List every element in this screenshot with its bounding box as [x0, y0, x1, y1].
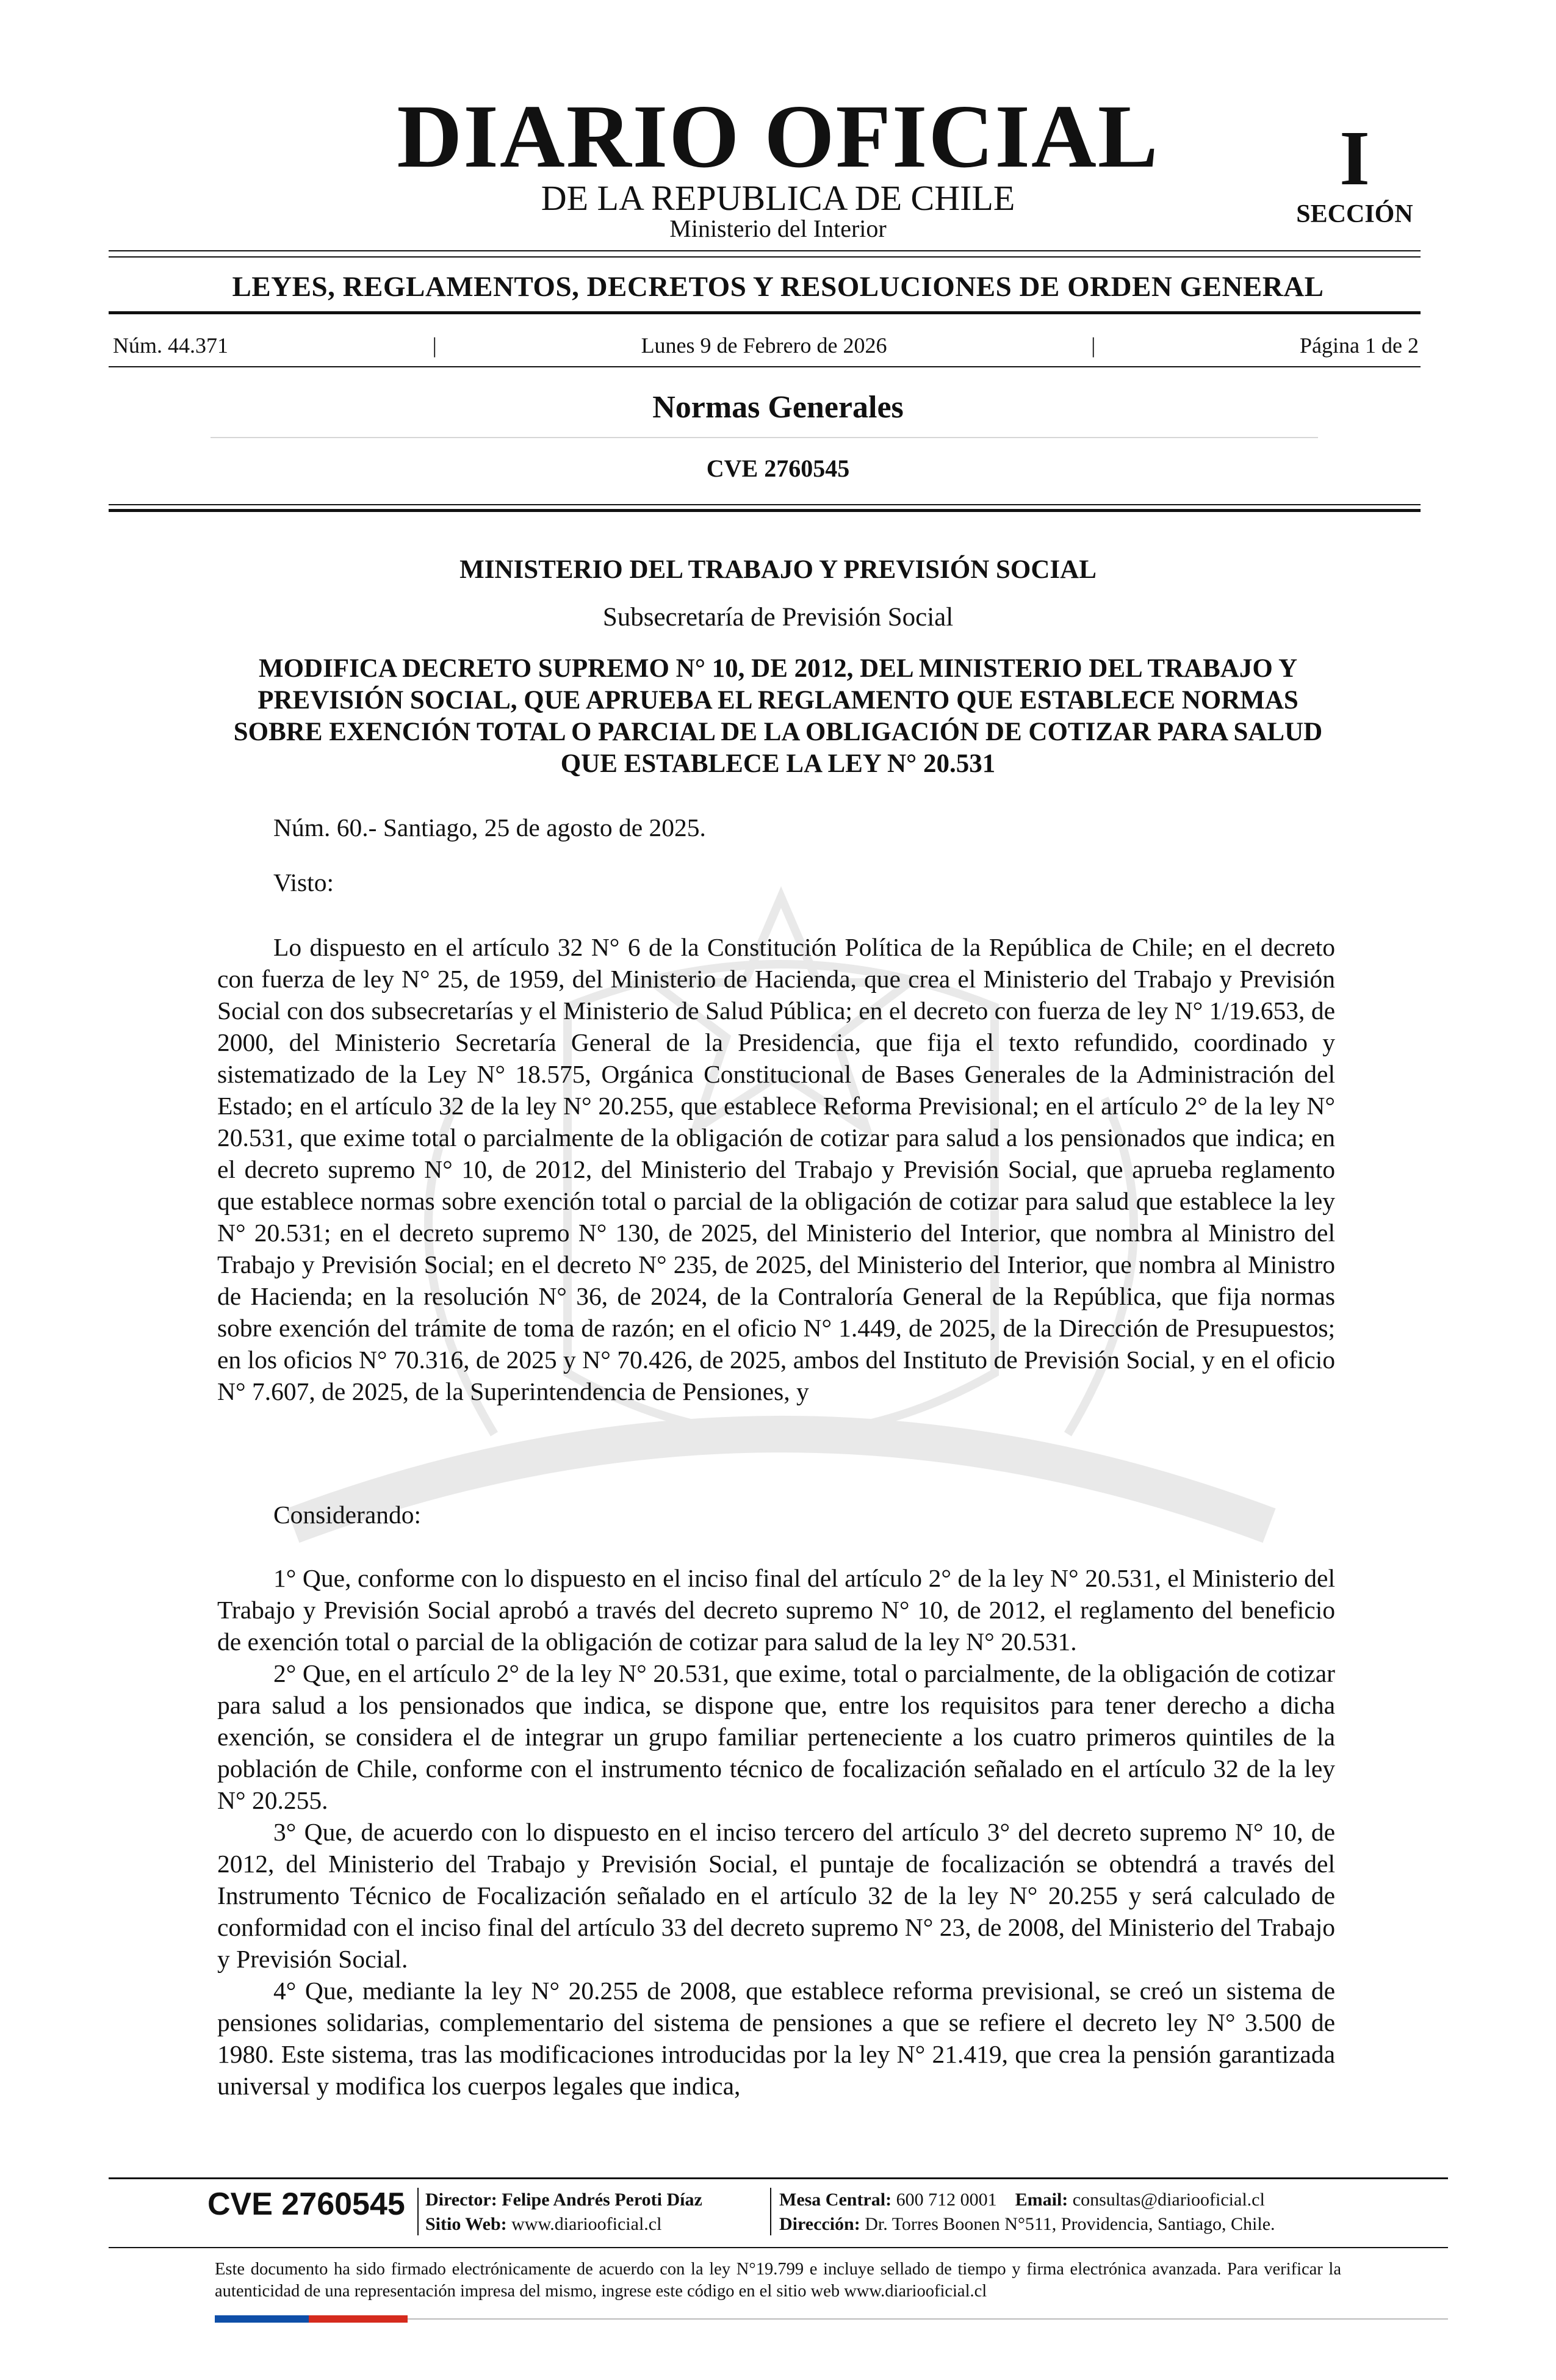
director-label: Director:: [425, 2190, 497, 2210]
footer-contact-block: [779, 2188, 1275, 2237]
section-label: SECCIÓN: [1296, 200, 1413, 228]
signature-notice: Este documento ha sido firmado electrónicamente de acuerdo con la ley N°19.799 e incluye sellado de tiempo y firma electrónica avanzada. Para verificar la autenticidad de una representación impresa del mismo, ingrese este código en el sitio web www.diariooficial.cl: [215, 2260, 1341, 2301]
considerando-list: [217, 1562, 1335, 2102]
address-text: Dr. Torres Boonen N°511, Providencia, Santiago, Chile.: [865, 2214, 1275, 2234]
mesa-phone: 600 712 0001: [896, 2190, 997, 2210]
meta-separator: |: [432, 333, 437, 358]
section-numeral: I: [1339, 115, 1370, 201]
cve-code-heading: CVE 2760545: [706, 455, 850, 482]
issue-date: Lunes 9 de Febrero de 2026: [641, 333, 887, 358]
considerando-heading: [217, 1499, 1335, 1531]
issuing-ministry: MINISTERIO DEL TRABAJO Y PREVISIÓN SOCIAL: [459, 555, 1097, 584]
section-heading: Normas Generales: [652, 390, 904, 425]
page-indicator: Página 1 de 2: [1300, 333, 1419, 358]
meta-separator: |: [1091, 333, 1096, 358]
banner-rule: [109, 311, 1421, 314]
considerando-item: 2° Que, en el artículo 2° de la ley N° 20.531, que exime, total o parcialmente, de la obligación de cotizar para salud a los pensionados que indica, se dispone que, entre los requisitos para tener derecho a dicha exención, se considera el de integrar un grupo familiar perteneciente a los cuatro primeros quintiles de la población de Chile, conforme con el instrumento técnico de focalización señalado en el artículo 32 de la ley N° 20.255.: [217, 1659, 1335, 1814]
footer-rule-top: [109, 2177, 1448, 2179]
masthead-rule-second: [109, 256, 1421, 258]
visto-paragraph: [217, 931, 1335, 1407]
considerando-item: 4° Que, mediante la ley N° 20.255 de 2008, que establece reforma previsional, se creó un sistema de pensiones solidarias, complementario del sistema de pensiones a que se refiere el decreto ley N° 3.500 de 1980. Este sistema, tras las modificaciones introducidas por la ley N° 21.419, que crea la pensión garantizada universal y modifica los cuerpos legales que indica,: [217, 1977, 1335, 2100]
heading-hairline: [211, 437, 1318, 438]
cve-rule-top: [109, 504, 1421, 505]
visto-label: Visto:: [273, 868, 334, 896]
considerando-item: 3° Que, de acuerdo con lo dispuesto en el inciso tercero del artículo 3° del decreto supremo N° 10, de 2012, del Ministerio del Trabajo y Previsión Social, el puntaje de focalización se obtendrá a través del Instrumento Técnico de Focalización señalado en el artículo 32 de la ley N° 20.255 y será calculado de conformidad con el inciso final del artículo 33 del decreto supremo N° 23, de 2008, del Ministerio del Trabajo y Previsión Social.: [217, 1818, 1335, 1973]
section-banner: LEYES, REGLAMENTOS, DECRETOS Y RESOLUCIONES DE ORDEN GENERAL: [232, 271, 1324, 303]
decree-number-line: [217, 812, 1335, 843]
gazette-subtitle: DE LA REPUBLICA DE CHILE: [541, 178, 1015, 218]
website-link[interactable]: www.diariooficial.cl: [511, 2214, 662, 2234]
email-link[interactable]: consultas@diariooficial.cl: [1072, 2190, 1265, 2210]
footer-rule-bottom: [109, 2247, 1448, 2248]
footer-cve-code: CVE 2760545: [207, 2187, 405, 2222]
footer-divider: [417, 2188, 419, 2235]
visto-heading: [217, 867, 1335, 898]
footer-director-block: [425, 2188, 702, 2237]
flag-color-bar: [215, 2315, 408, 2323]
decree-number-text: Núm. 60.- Santiago, 25 de agosto de 2025.: [273, 813, 706, 842]
website-label: Sitio Web:: [425, 2214, 507, 2234]
email-label: Email:: [1015, 2190, 1068, 2210]
gazette-ministry: Ministerio del Interior: [669, 215, 887, 242]
considerando-item: 1° Que, conforme con lo dispuesto en el inciso final del artículo 2° de la ley N° 20.531, el Ministerio del Trabajo y Previsión Social aprobó a través del decreto supremo N° 10, de 2012, el reglamento del beneficio de exención total o parcial de la obligación de cotizar para salud de la ley N° 20.531.: [217, 1564, 1335, 1656]
flag-blue-segment: [215, 2315, 309, 2323]
issue-number: Núm. 44.371: [113, 333, 228, 358]
visto-text: Lo dispuesto en el artículo 32 N° 6 de la Constitución Política de la República de Chile; en el decreto con fuerza de ley N° 25, de 1959, del Ministerio de Hacienda, que crea el Ministerio del Trabajo y Previsión Social con dos subsecretarías y el Ministerio de Salud Pública; en el decreto con fuerza de ley N° 1/19.653, de 2000, del Ministerio Secretaría General de la Presidencia, que fija el texto refundido, coordinado y sistematizado de la Ley N° 18.575, Orgánica Constitucional de Bases Generales de la Administración del Estado; en el artículo 32 de la ley N° 20.255, que establece Reforma Previsional; en el artículo 2° de la ley N° 20.531, que exime total o parcialmente de la obligación de cotizar para salud a los pensionados que indica; en el decreto supremo N° 10, de 2012, del Ministerio del Trabajo y Previsión Social, que aprueba reglamento que establece normas sobre exención total o parcial de la obligación de cotizar para salud que establece la ley N° 20.531; en el decreto supremo N° 130, de 2025, del Ministerio del Interior, que nombra al Ministro del Trabajo y Previsión Social; en el decreto N° 235, de 2025, del Ministerio del Interior, que nombra al Ministro de Hacienda; en la resolución N° 36, de 2024, de la Contraloría General de la República, que fija normas sobre exención del trámite de toma de razón; en el oficio N° 1.449, de 2025, de la Dirección de Presupuestos; en los oficios N° 70.316, de 2025 y N° 70.426, de 2025, ambos del Instituto de Previsión Social, y en el oficio N° 7.607, de 2025, de la Superintendencia de Pensiones, y: [217, 933, 1335, 1405]
subsecretaria: Subsecretaría de Previsión Social: [602, 603, 954, 632]
considerando-label: Considerando:: [273, 1501, 422, 1529]
flag-red-segment: [309, 2315, 408, 2323]
address-label: Dirección:: [779, 2214, 860, 2234]
masthead-rule-top: [109, 250, 1421, 251]
director-name: Felipe Andrés Peroti Díaz: [502, 2190, 702, 2210]
gazette-title: DIARIO OFICIAL: [397, 87, 1159, 187]
issue-meta-row: [113, 334, 1419, 356]
footer-divider: [770, 2188, 771, 2235]
cve-rule-bottom: [109, 509, 1421, 512]
footer-base-rule: [408, 2318, 1448, 2320]
mesa-label: Mesa Central:: [779, 2190, 892, 2210]
meta-rule: [109, 366, 1421, 367]
decree-title: MODIFICA DECRETO SUPREMO N° 10, DE 2012, DEL MINISTERIO DEL TRABAJO Y PREVISIÓN SOCIAL, QUE APRUEBA EL REGLAMENTO QUE ESTABLECE NORMAS SOBRE EXENCIÓN TOTAL O PARCIAL DE LA OBLIGACIÓN DE COTIZAR PARA SALUD QUE ESTABLECE LA LEY N° 20.531: [233, 654, 1323, 778]
